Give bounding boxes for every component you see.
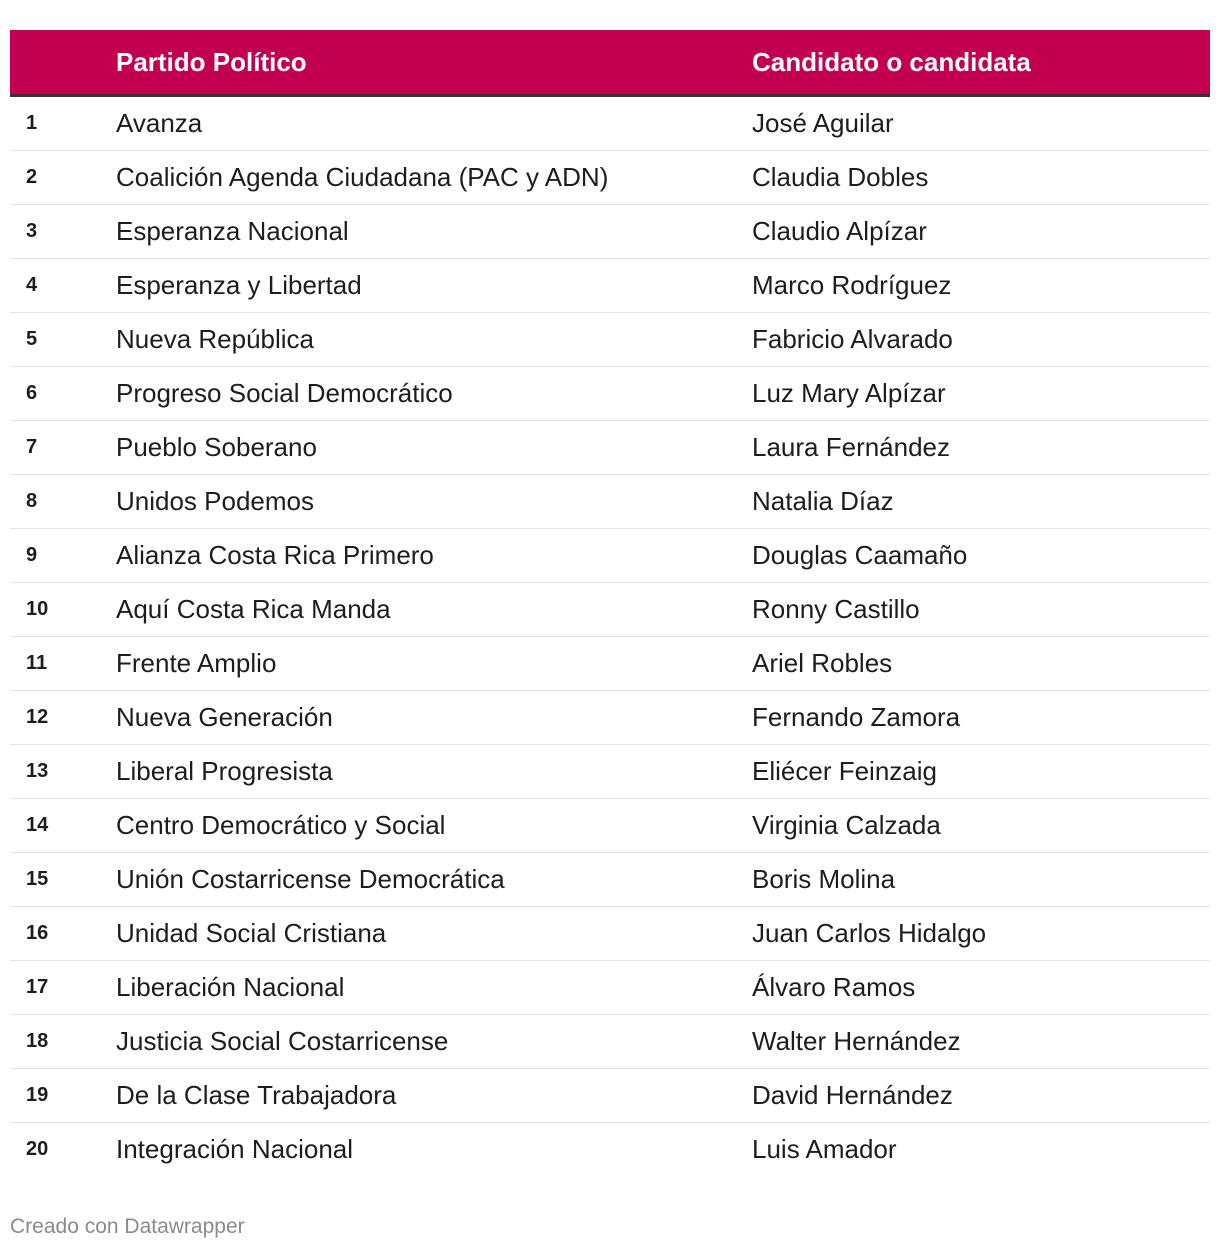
- row-number: 3: [10, 205, 105, 259]
- party-name: Progreso Social Democrático: [105, 367, 741, 421]
- candidate-name: Álvaro Ramos: [741, 961, 1210, 1015]
- candidate-name: Douglas Caamaño: [741, 529, 1210, 583]
- candidate-name: Walter Hernández: [741, 1015, 1210, 1069]
- table-row: [10, 96, 1210, 151]
- header-number[interactable]: [10, 30, 105, 96]
- candidate-name: Eliécer Feinzaig: [741, 745, 1210, 799]
- party-name: Avanza: [105, 96, 741, 151]
- row-number: 4: [10, 259, 105, 313]
- header-party[interactable]: Partido Político: [105, 30, 741, 96]
- row-number: 18: [10, 1015, 105, 1069]
- row-number: 13: [10, 745, 105, 799]
- party-name: Integración Nacional: [116, 1134, 354, 1164]
- row-number: 9: [10, 529, 105, 583]
- table-row: [10, 907, 1210, 961]
- row-number: 12: [10, 691, 105, 745]
- row-number: 17: [10, 961, 105, 1015]
- party-name: Alianza Costa Rica Primero: [105, 529, 741, 583]
- party-name: Pueblo Soberano: [105, 421, 741, 475]
- party-name: Nueva República: [105, 313, 741, 367]
- party-name: Liberal Progresista: [105, 745, 741, 799]
- candidate-name: David Hernández: [741, 1069, 1210, 1123]
- candidate-name: Luis Amador: [752, 1134, 897, 1164]
- candidate-name: Natalia Díaz: [741, 475, 1210, 529]
- party-name: Unidos Podemos: [105, 475, 741, 529]
- table-row: [10, 205, 1210, 259]
- party-name: Esperanza y Libertad: [105, 259, 741, 313]
- candidate-name: Ariel Robles: [741, 637, 1210, 691]
- table-row: [10, 961, 1210, 1015]
- table-row: [10, 151, 1210, 205]
- row-number: 20: [26, 1138, 49, 1160]
- party-name: Unión Costarricense Democrática: [105, 853, 741, 907]
- candidates-table: [10, 30, 1210, 1176]
- table-row: [10, 691, 1210, 745]
- candidate-name: Claudia Dobles: [741, 151, 1210, 205]
- row-number: 2: [10, 151, 105, 205]
- table-row: [10, 745, 1210, 799]
- row-number: 10: [10, 583, 105, 637]
- candidates-table-container: [10, 30, 1210, 1176]
- candidate-name: Fabricio Alvarado: [741, 313, 1210, 367]
- table-row: [10, 313, 1210, 367]
- row-number: 8: [10, 475, 105, 529]
- party-name: Esperanza Nacional: [105, 205, 741, 259]
- row-number: 15: [10, 853, 105, 907]
- table-row: [10, 637, 1210, 691]
- table-row: [10, 367, 1210, 421]
- candidate-name: José Aguilar: [741, 96, 1210, 151]
- header-candidate[interactable]: Candidato o candidata: [741, 30, 1210, 96]
- party-name: Unidad Social Cristiana: [105, 907, 741, 961]
- party-name: Aquí Costa Rica Manda: [105, 583, 741, 637]
- party-name: Liberación Nacional: [105, 961, 741, 1015]
- row-number: 14: [10, 799, 105, 853]
- candidate-name: Claudio Alpízar: [741, 205, 1210, 259]
- footer-credit: Creado con Datawrapper: [10, 1215, 245, 1238]
- candidate-name: Boris Molina: [741, 853, 1210, 907]
- candidate-name: Luz Mary Alpízar: [741, 367, 1210, 421]
- table-row: [10, 1015, 1210, 1069]
- candidate-name: Marco Rodríguez: [741, 259, 1210, 313]
- party-name: Coalición Agenda Ciudadana (PAC y ADN): [105, 151, 741, 205]
- candidate-name: Juan Carlos Hidalgo: [741, 907, 1210, 961]
- table-row: [10, 1123, 1210, 1177]
- candidate-name: Fernando Zamora: [741, 691, 1210, 745]
- row-number: 7: [10, 421, 105, 475]
- row-number: 1: [10, 96, 105, 151]
- table-header-row: [10, 30, 1210, 96]
- party-name: De la Clase Trabajadora: [105, 1069, 741, 1123]
- party-name: Justicia Social Costarricense: [105, 1015, 741, 1069]
- table-row: [10, 583, 1210, 637]
- party-name: Centro Democrático y Social: [105, 799, 741, 853]
- row-number: 11: [10, 637, 105, 691]
- table-body: [10, 96, 1210, 1177]
- table-row: [10, 853, 1210, 907]
- table-row: [10, 259, 1210, 313]
- candidate-name: Ronny Castillo: [741, 583, 1210, 637]
- table-row: [10, 529, 1210, 583]
- table-row: [10, 1069, 1210, 1123]
- row-number: 6: [10, 367, 105, 421]
- party-name: Nueva Generación: [105, 691, 741, 745]
- table-row: [10, 475, 1210, 529]
- candidate-name: Laura Fernández: [741, 421, 1210, 475]
- candidate-name: Virginia Calzada: [741, 799, 1210, 853]
- table-row: [10, 421, 1210, 475]
- row-number: 16: [10, 907, 105, 961]
- party-name: Frente Amplio: [105, 637, 741, 691]
- table-row: [10, 799, 1210, 853]
- row-number: 5: [10, 313, 105, 367]
- row-number: 19: [10, 1069, 105, 1123]
